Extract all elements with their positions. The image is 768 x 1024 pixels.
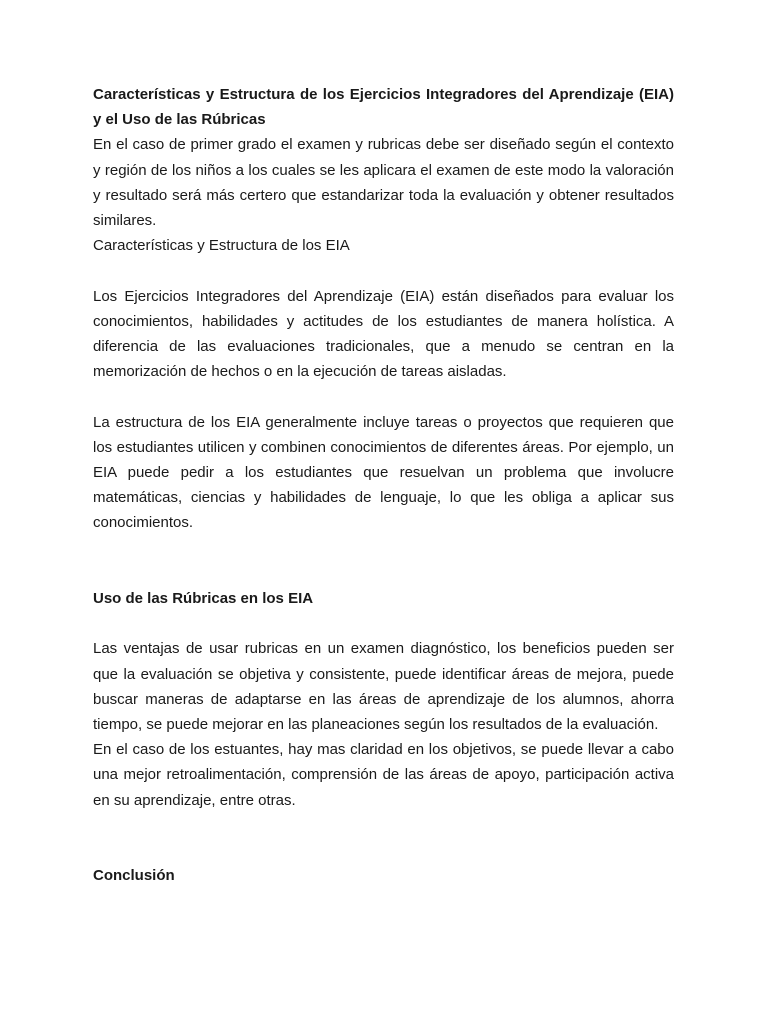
rubricas-heading: Uso de las Rúbricas en los EIA xyxy=(93,590,314,608)
rubricas-paragraph-1: Las ventajas de usar rubricas en un examen diagnóstico, los beneficios pueden ser que la evaluación se objetiva y consistente, puede identificar áreas de mejora, puede buscar maneras de adaptarse en las áreas de aprendizaje de los alumnos, ahorra tiempo, se puede mejorar en las planeaciones según los resultados de la evaluación. xyxy=(93,640,674,734)
conclusion-heading: Conclusión xyxy=(93,867,175,885)
eia-paragraph-2: La estructura de los EIA generalmente incluye tareas o proyectos que requieren que los estudiantes utilicen y combinen conocimientos de diferentes áreas. Por ejemplo, un EIA puede pedir a los estudiantes que resuelvan un problema que involucre matemáticas, ciencias y habilidades de lenguaje, lo que les obliga a aplicar sus conocimientos. xyxy=(93,413,674,532)
subheading: Características y Estructura de los EIA xyxy=(93,237,350,255)
spacer xyxy=(93,258,674,283)
eia-paragraph-1: Los Ejercicios Integradores del Aprendizaje (EIA) están diseñados para evaluar los conocimientos, habilidades y actitudes de los estudiantes de manera holística. A diferencia de las evaluaciones tradicionales, que a menudo se centran en la memorización de hechos o en la ejecución de tareas aisladas. xyxy=(93,287,674,381)
intro-paragraph: En el caso de primer grado el examen y rubricas debe ser diseñado según el contexto y región de los niños a los cuales se les aplicara el examen de este modo la valoración y resultado será más certero que estandarizar toda la evaluación y obtener resultados similares. xyxy=(93,136,674,230)
spacer xyxy=(93,611,674,636)
document-title: Características y Estructura de los Ejercicios Integradores del Aprendizaje (EIA) y el Uso de las Rúbricas xyxy=(93,86,674,129)
document-page xyxy=(93,82,674,888)
spacer xyxy=(93,813,674,863)
spacer xyxy=(93,384,674,409)
rubricas-paragraph-2: En el caso de los estuantes, hay mas claridad en los objetivos, se puede llevar a cabo una mejor retroalimentación, comprensión de las áreas de apoyo, participación activa en su aprendizaje, entre otras. xyxy=(93,741,674,809)
spacer xyxy=(93,536,674,586)
